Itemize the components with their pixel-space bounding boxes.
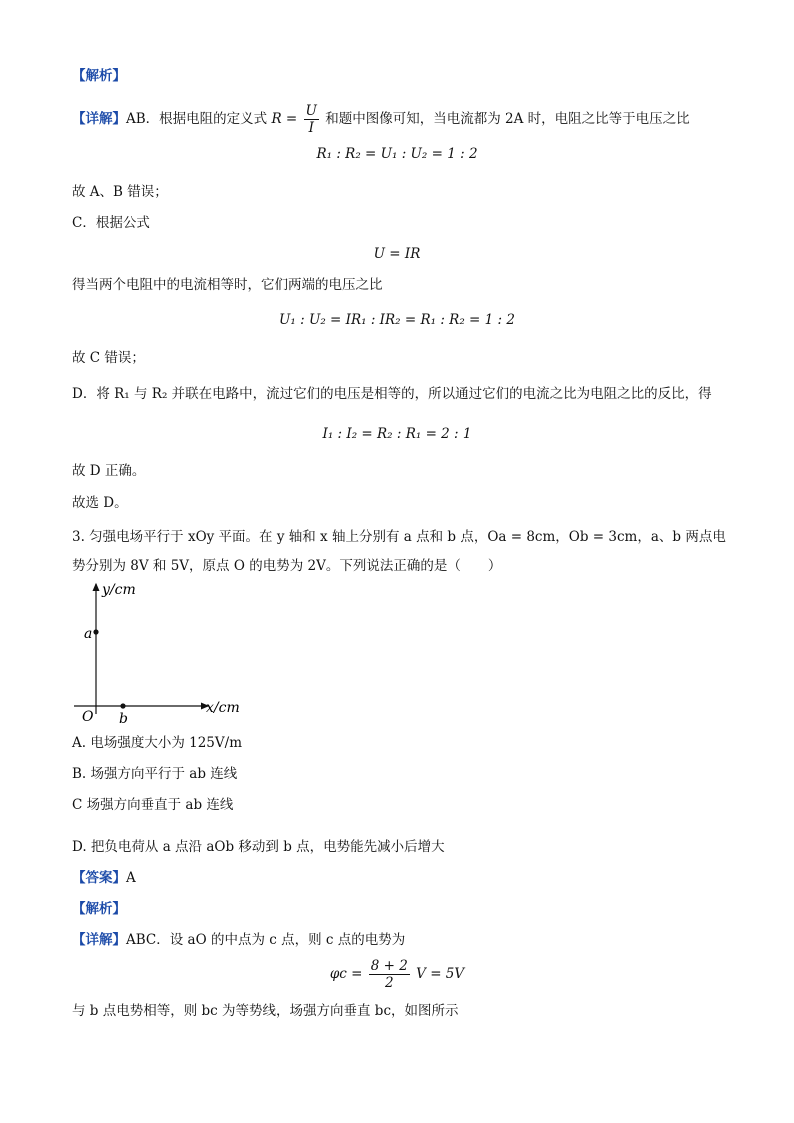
x-axis-label: x/cm: [206, 700, 240, 716]
equation-5-rhs: V = 5V: [416, 966, 465, 982]
answer-line: [72, 868, 136, 888]
fraction-u-over-i: [304, 103, 319, 136]
answer-value: A: [126, 870, 136, 886]
text-line-3: 得当两个电阻中的电流相等时，它们两端的电压之比: [72, 277, 383, 293]
point-b: [120, 703, 125, 708]
text-line-8: 与 b 点电势相等，则 bc 为等势线，场强方向垂直 bc，如图所示: [72, 1003, 459, 1019]
point-a-label: a: [84, 626, 93, 642]
equation-3: U₁ : U₂ = IR₁ : IR₂ = R₁ : R₂ = 1 : 2: [279, 312, 515, 328]
option-a: A. 电场强度大小为 125V/m: [72, 735, 242, 751]
text-line-4: 故 C 错误；: [72, 350, 145, 366]
detail-paragraph-1: [72, 103, 690, 136]
equation-5-denominator: 2: [385, 975, 394, 991]
equation-5-numerator: 8 + 2: [370, 958, 408, 974]
detail-tag-1: 【详解】: [72, 111, 126, 127]
point-b-label: b: [119, 711, 128, 727]
detail-text-1b: 和题中图像可知，当电流都为 2A 时，电阻之比等于电压之比: [325, 111, 690, 127]
formula-lhs: R =: [271, 111, 298, 127]
equation-1: R₁ : R₂ = U₁ : U₂ = 1 : 2: [316, 146, 478, 162]
point-a: [93, 629, 98, 634]
detail-paragraph-2: [72, 930, 405, 950]
detail-tag-2: 【详解】: [72, 932, 126, 948]
equation-5-fraction: [369, 958, 410, 991]
option-d: D. 把负电荷从 a 点沿 aOb 移动到 b 点，电势能先减小后增大: [72, 839, 445, 855]
text-line-2: C．根据公式: [72, 215, 150, 231]
equation-4: I₁ : I₂ = R₂ : R₁ = 2 : 1: [322, 426, 472, 442]
fraction-numerator: U: [305, 103, 317, 119]
origin-label: O: [82, 709, 94, 725]
analysis-heading-1: 【解析】: [72, 68, 126, 84]
answer-tag: 【答案】: [72, 870, 126, 886]
detail-text-2: ABC．设 aO 的中点为 c 点，则 c 点的电势为: [126, 932, 406, 948]
equation-5: [0, 958, 794, 991]
equation-2: U = IR: [373, 246, 421, 262]
equation-5-lhs: φc =: [329, 966, 363, 982]
text-line-1: 故 A、B 错误；: [72, 184, 168, 200]
coordinate-figure: [60, 578, 260, 728]
detail-text-1a: AB．根据电阻的定义式: [126, 111, 268, 127]
question-3-line-2: 势分别为 8V 和 5V，原点 O 的电势为 2V。下列说法正确的是（ ）: [72, 558, 502, 574]
text-line-6: 故 D 正确。: [72, 463, 146, 479]
text-line-7: 故选 D。: [72, 495, 128, 511]
text-line-5: D．将 R₁ 与 R₂ 并联在电路中，流过它们的电压是相等的，所以通过它们的电流之比为电阻之比的反比，得: [72, 386, 712, 402]
option-c: C 场强方向垂直于 ab 连线: [72, 797, 234, 813]
y-axis-label: y/cm: [102, 582, 136, 598]
fraction-denominator: I: [308, 120, 314, 136]
question-3-line-1: 3. 匀强电场平行于 xOy 平面。在 y 轴和 x 轴上分别有 a 点和 b 点，Oa = 8cm，Ob = 3cm，a、b 两点电: [72, 529, 726, 545]
option-b: B. 场强方向平行于 ab 连线: [72, 766, 238, 782]
analysis-heading-2: 【解析】: [72, 901, 126, 917]
